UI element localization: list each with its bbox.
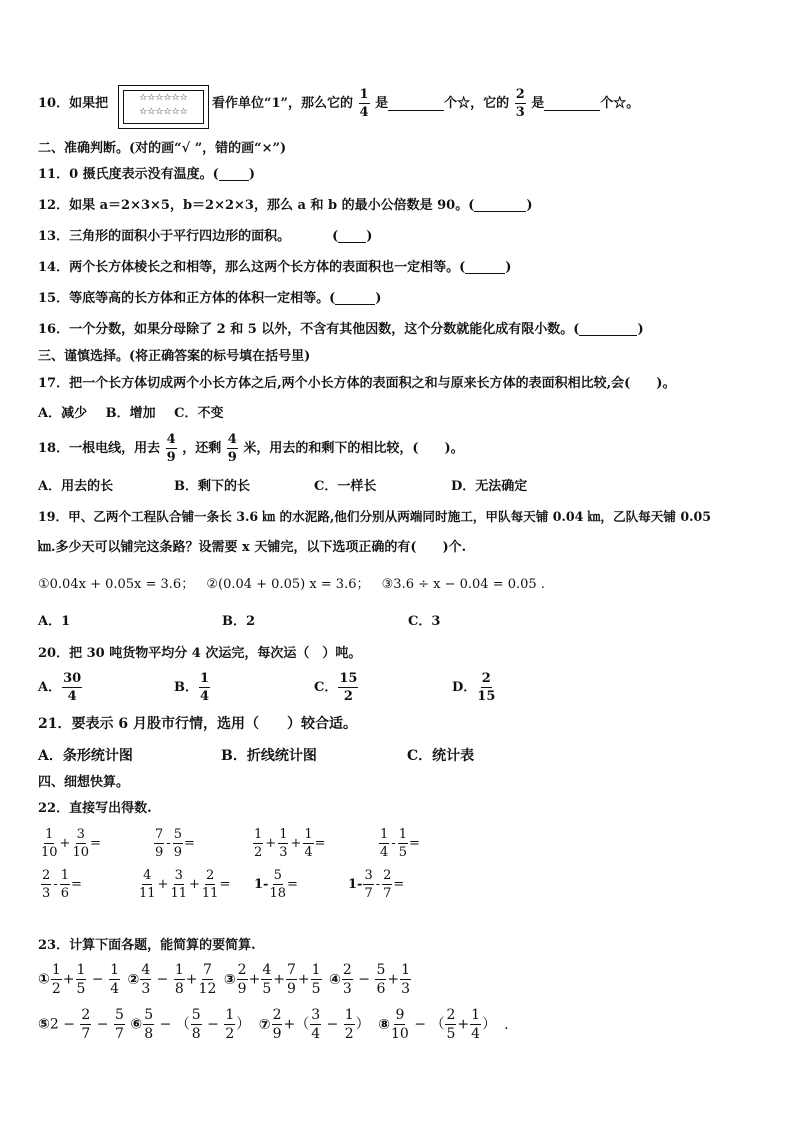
answer-blank[interactable] (579, 323, 637, 336)
option-a[interactable]: A．1 (38, 614, 71, 629)
option-c[interactable]: C．统计表 (407, 748, 475, 764)
star-rows (123, 90, 204, 124)
option-c[interactable]: C． $\frac{15}{2}$ (314, 671, 358, 704)
equation-2: ②(0.04 + 0.05) x = 3.6； (206, 577, 370, 592)
equation-1: ①0.04x + 0.05x = 3.6； (38, 577, 195, 592)
expr-4: $\frac{1}{4}$ - $\frac{1}{5}$ = (380, 827, 420, 860)
expr-8: 1- $\frac{3}{7}$ - $\frac{2}{7}$ = (348, 868, 405, 901)
option-c[interactable]: C．不变 (174, 406, 224, 421)
question-19-line2: ㎞.多少天可以铺完这条路？设需要 x 天铺完，以下选项正确的有( )个. (38, 540, 467, 555)
q18-options (38, 480, 527, 493)
expr-6: $\frac{4}{11}$ + $\frac{3}{11}$ + $\frac{2}{11}$ = (139, 868, 231, 901)
question-19-line1: 19．甲、乙两个工程队合铺一条长 3.6 ㎞ 的水泥路,他们分别从两端同时施工，甲队每天铺 0.04 ㎞，乙队每天铺 0.05 (38, 509, 712, 524)
fraction: $\frac{4}{9}$ (166, 432, 176, 465)
calc-row-2: ⑤2 − $\frac{2}{7}$ − $\frac{5}{7}$ ⑥ $\frac{5}{8}$ − （ $\frac{5}{8}$ − $\frac{1}{2}$ ） ⑦ $\frac{2}{9}$ +（ $\frac{3}{4}$ − $\frac{1}{2}$ ） ⑧ $\frac{9}{10}$ − （ $\frac{2}{5}$ + $\frac{1}{4}$ ） . (38, 1007, 509, 1042)
option-d[interactable]: D． $\frac{2}{15}$ (452, 671, 496, 704)
fraction: $\frac{4}{9}$ (227, 432, 237, 465)
equation-3: ③3.6 ÷ x − 0.04 = 0.05 . (381, 577, 545, 592)
q17-options (38, 407, 224, 420)
question-10-rest: 看作单位“1”，那么它的 $\frac{1}{4}$ 是 个☆，它的 $\frac{2}{3}$ 是 个☆。 (212, 87, 640, 120)
answer-blank[interactable] (219, 168, 249, 181)
question-13: 13．三角形的面积小于平行四边形的面积。 ( ) (38, 229, 373, 244)
question-11: 11．0 摄氏度表示没有温度。( ) (38, 167, 255, 182)
option-d[interactable]: D．无法确定 (451, 479, 528, 494)
q19-options (38, 615, 440, 628)
q21-options (38, 749, 474, 763)
option-b[interactable]: B．剩下的长 (174, 479, 250, 494)
fraction: $\frac{2}{15}$ (477, 671, 496, 704)
option-b[interactable]: B． $\frac{1}{4}$ (174, 671, 210, 704)
answer-blank[interactable] (388, 96, 444, 111)
answer-blank[interactable] (465, 261, 505, 274)
option-a[interactable]: A．减少 (38, 406, 88, 421)
option-a[interactable]: A． $\frac{30}{4}$ (38, 671, 82, 704)
answer-blank[interactable] (474, 199, 526, 212)
fraction: $\frac{2}{3}$ (515, 87, 525, 120)
calc-row-1: ① $\frac{1}{2}$ + $\frac{1}{5}$ − $\frac{1}{4}$ ② $\frac{4}{3}$ − $\frac{1}{8}$ + $\frac{7}{12}$ ③ $\frac{2}{9}$ + $\frac{4}{5}$ + $\frac{7}{9}$ + $\frac{1}{5}$ ④ $\frac{2}{3}$ − $\frac{5}{6}$ + $\frac{1}{3}$ (38, 962, 411, 997)
question-10: 10．如果把 (38, 96, 109, 111)
answer-blank[interactable] (544, 96, 600, 111)
question-14: 14．两个长方体棱长之和相等，那么这两个长方体的表面积也一定相等。( ) (38, 260, 512, 275)
expr-7: 1- $\frac{5}{18}$ = (254, 868, 298, 901)
question-12: 12．如果 a＝2×3×5，b＝2×2×3，那么 a 和 b 的最小公倍数是 90。( ) (38, 198, 533, 213)
fraction: $\frac{1}{4}$ (359, 87, 369, 120)
star-box (118, 85, 209, 129)
option-c[interactable]: C．一样长 (314, 479, 377, 494)
expr-5: $\frac{2}{3}$ - $\frac{1}{6}$ = (42, 868, 82, 901)
star-row: ☆☆☆☆☆☆ (139, 93, 188, 103)
star-row: ☆☆☆☆☆☆ (139, 107, 188, 117)
question-23: 23．计算下面各题，能简算的要简算. (38, 938, 256, 953)
section-2-heading: 二、准确判断。(对的画“√ ”，错的画“×”) (38, 141, 287, 156)
q20-options (38, 672, 496, 703)
answer-blank[interactable] (335, 292, 375, 305)
fraction: $\frac{30}{4}$ (63, 671, 82, 704)
question-21: 21．要表示 6 月股市行情，选用（ ）较合适。 (38, 716, 357, 732)
q19-equations (38, 578, 545, 591)
question-16: 16．一个分数，如果分母除了 2 和 5 以外，不含有其他因数，这个分数就能化成有限小数。( ) (38, 322, 644, 337)
fraction: $\frac{15}{2}$ (339, 671, 358, 704)
question-15: 15．等底等高的长方体和正方体的体积一定相等。( ) (38, 291, 382, 306)
option-b[interactable]: B．2 (222, 614, 256, 629)
question-18: 18．一根电线，用去 $\frac{4}{9}$ ，还剩 $\frac{4}{9}$ 米，用去的和剩下的相比较，( )。 (38, 432, 464, 465)
option-b[interactable]: B．折线统计图 (221, 748, 317, 764)
option-a[interactable]: A．条形统计图 (38, 748, 133, 764)
section-3-heading: 三、谨慎选择。(将正确答案的标号填在括号里) (38, 349, 311, 364)
option-c[interactable]: C．3 (408, 614, 441, 629)
question-20: 20．把 30 吨货物平均分 4 次运完，每次运（ ）吨。 (38, 646, 362, 661)
expr-1: $\frac{1}{10}$ + $\frac{3}{10}$ = (41, 827, 101, 860)
question-17: 17．把一个长方体切成两个小长方体之后,两个小长方体的表面积之和与原来长方体的表面积相比较,会( )。 (38, 376, 676, 391)
option-a[interactable]: A．用去的长 (38, 479, 114, 494)
option-b[interactable]: B．增加 (105, 406, 156, 421)
expr-3: $\frac{1}{2}$ + $\frac{1}{3}$ + $\frac{1}{4}$ = (254, 827, 326, 860)
expr-2: $\frac{7}{9}$ - $\frac{5}{9}$ = (155, 827, 195, 860)
question-22: 22．直接写出得数. (38, 801, 152, 816)
fraction: $\frac{1}{4}$ (200, 671, 210, 704)
answer-blank[interactable] (338, 230, 366, 243)
section-4-heading: 四、细想快算。 (38, 775, 130, 790)
